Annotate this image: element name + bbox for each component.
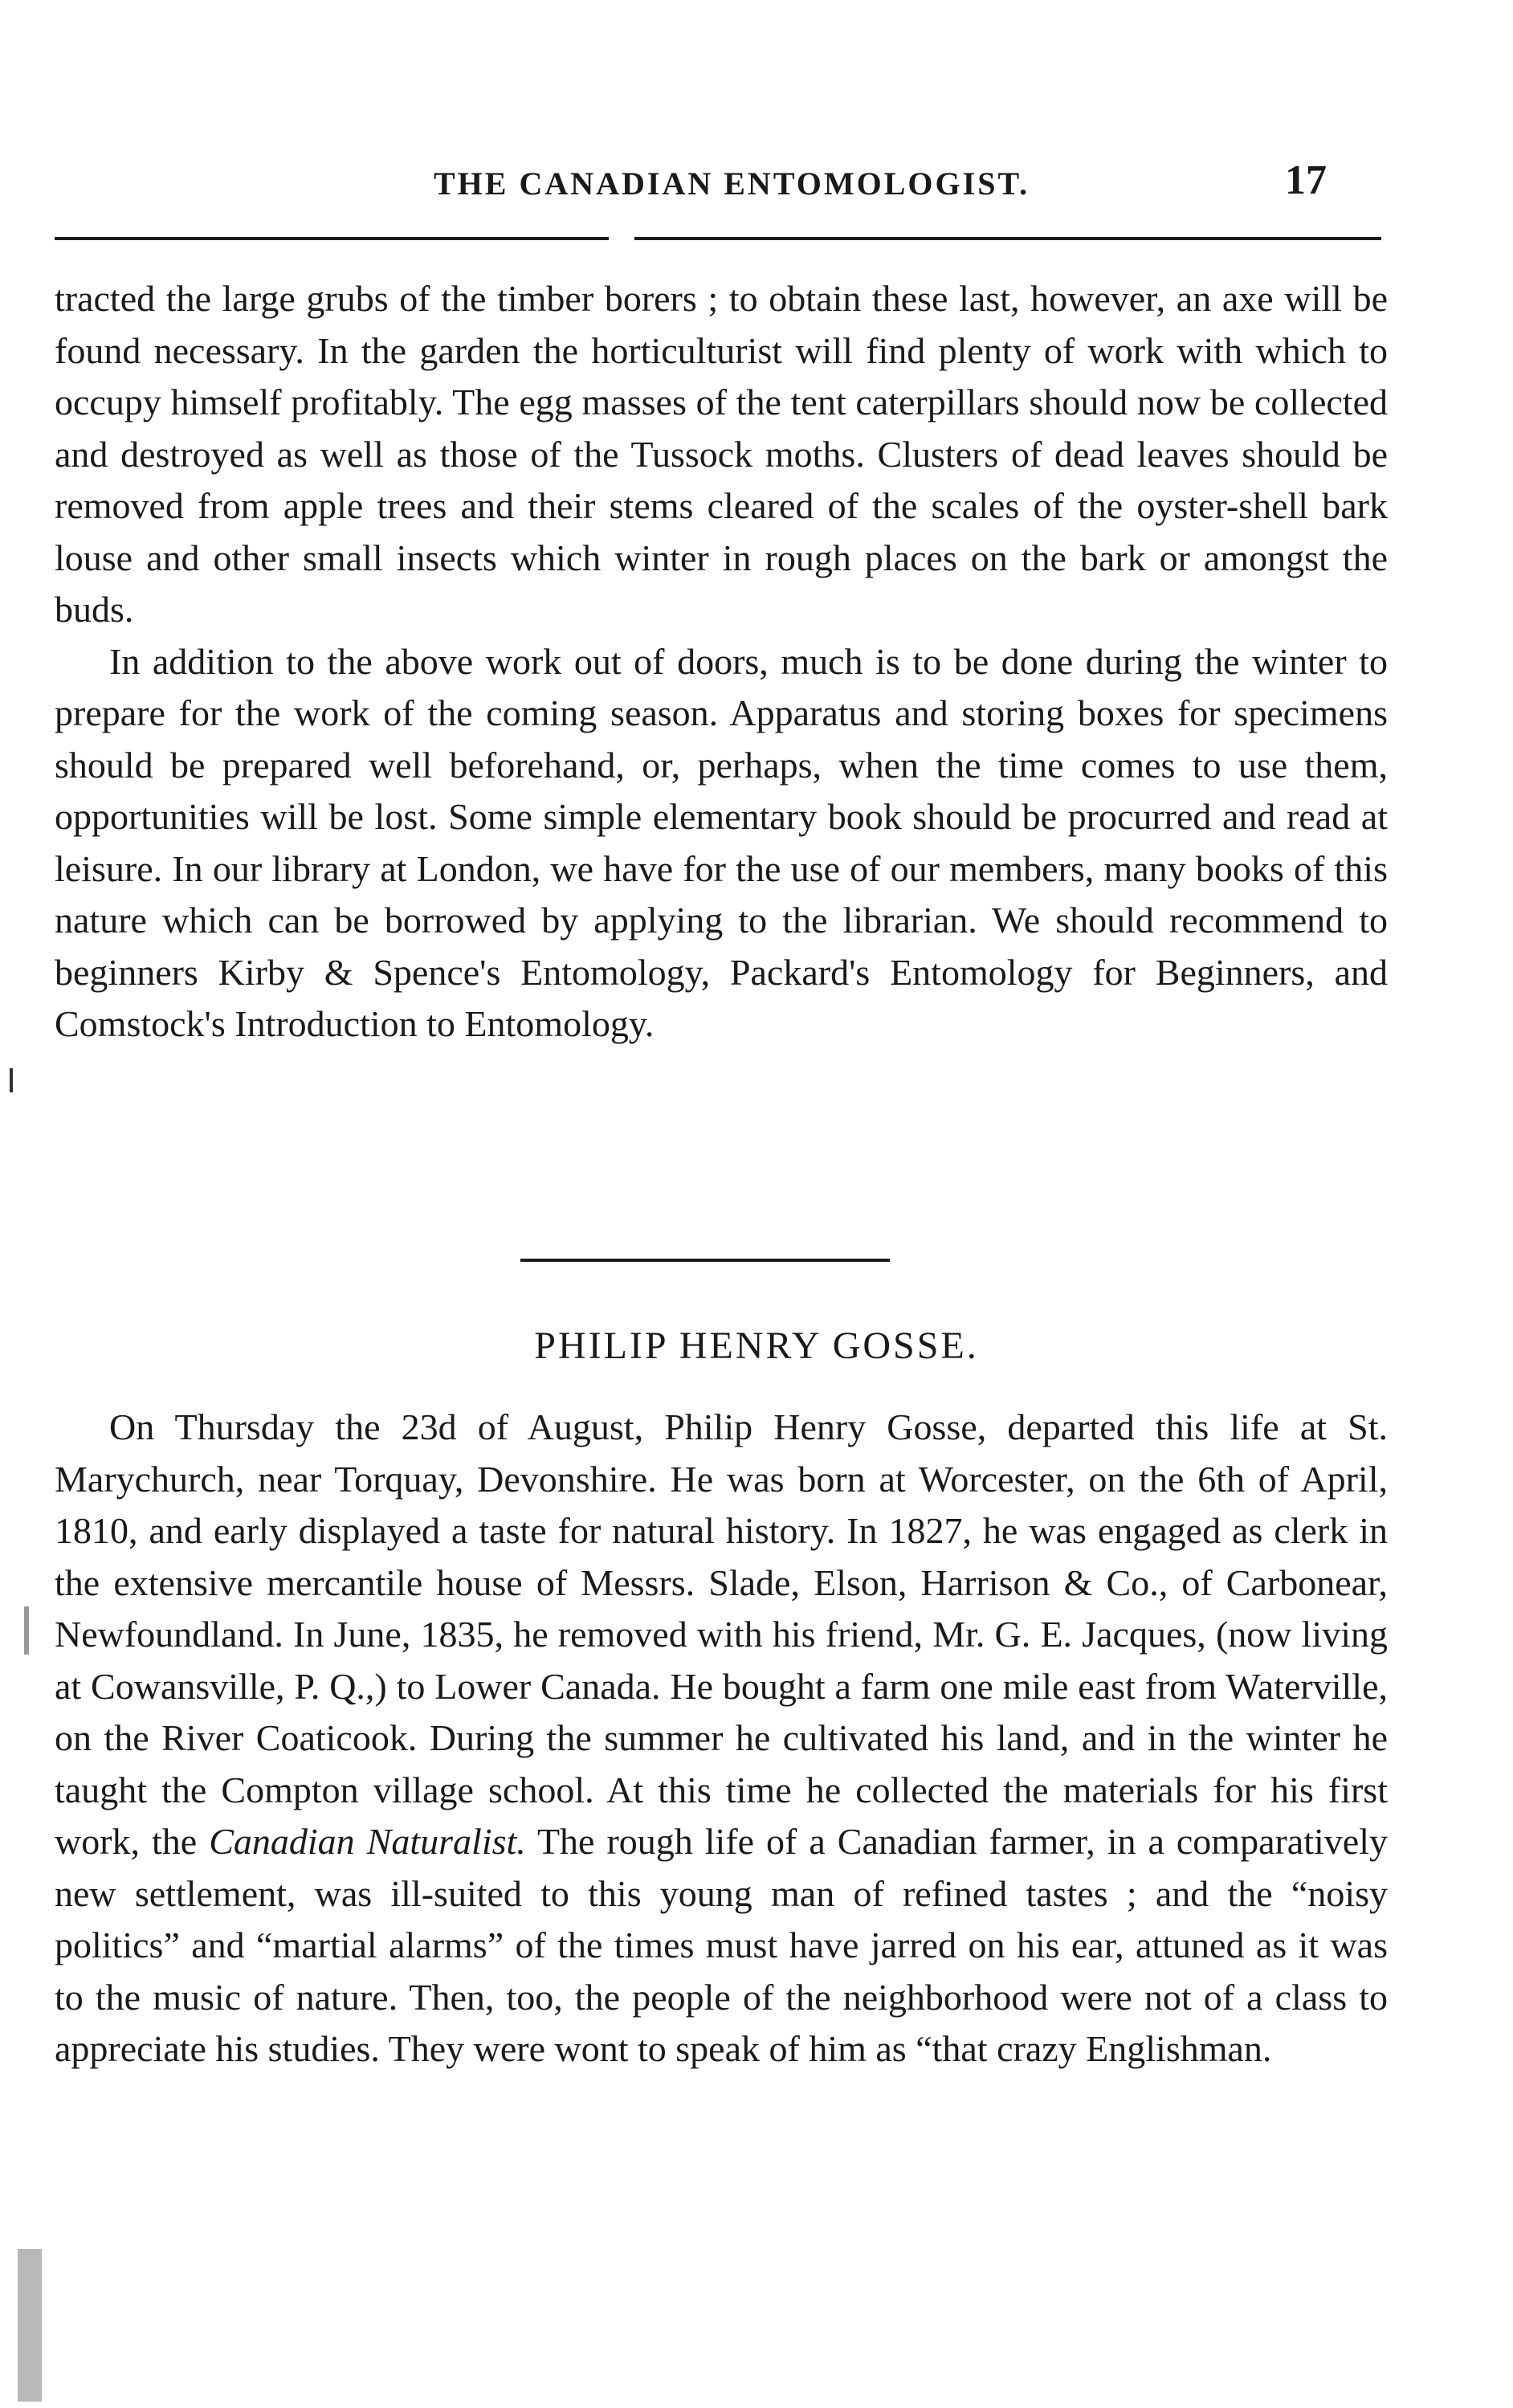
continued-text	[55, 273, 1388, 1051]
scan-margin-speck	[10, 1068, 13, 1092]
running-head	[0, 157, 1513, 213]
section-divider	[520, 1259, 890, 1262]
article-text-part: On Thursday the 23d of August, Philip Henry Gosse, departed this life at St. Marychurch, near Torquay, Devonshire. He was born at Worcester, on the 6th of April, 1810, and early displayed a taste for natural history. In 1827, he was engaged as clerk in the extensive mercantile house of Messrs. Slade, Elson, Harrison & Co., of Carbonear, Newfoundland. In June, 1835, he removed with his friend, Mr. G. E. Jacques, (now living at Cowansville, P. Q.,) to Lower Canada. He bought a farm one mile east from Waterville, on the River Coaticook. During the summer he cultivated his land, and in the winter he taught the Compton village school. At this time he collected the materials for his first work, the	[55, 1406, 1388, 1862]
article-title: PHILIP HENRY GOSSE.	[534, 1324, 979, 1367]
continued-paragraph: In addition to the above work out of doors, much is to be done during the winter to prepare for the work of the coming season. Apparatus and storing boxes for specimens should be prepared well beforehand, or, perhaps, when the time comes to use them, opportunities will be lost. Some simple elementary book should be procurred and read at leisure. In our library at London, we have for the use of our members, many books of this nature which can be borrowed by applying to the librarian. We should recommend to beginners Kirby & Spence's Entomology, Packard's Entomology for Beginners, and Comstock's Introduction to Entomology.	[55, 640, 1388, 1044]
scan-margin-speck	[18, 2249, 42, 2402]
scan-margin-speck	[24, 1606, 29, 1655]
article-text-part: The rough life of a Canadian farmer, in a comparatively new settlement, was ill-suited to this young man of refined tastes ; and the “noisy politics” and “martial alarms” of the times must have jarred on his ear, attuned as it was to the music of nature. Then, too, the people of the neighborhood were not of a class to appreciate his studies. They were wont to speak of him as “that crazy Englishman.	[55, 1821, 1388, 2069]
article-paragraph	[55, 1402, 1388, 2075]
header-rule-right	[634, 237, 1381, 240]
header-rule-left	[55, 237, 609, 240]
page-number: 17	[1285, 157, 1327, 203]
work-title: Canadian Naturalist.	[209, 1821, 526, 1862]
article-body	[55, 1402, 1388, 2075]
continued-paragraph: tracted the large grubs of the timber borers ; to obtain these last, however, an axe will be found necessary. In the garden the horticulturist will find plenty of work with which to occupy himself profitably. The egg masses of the tent caterpillars should now be collected and destroyed as well as those of the Tussock moths. Clusters of dead leaves should be removed from apple trees and their stems cleared of the scales of the oyster-shell bark louse and other small insects which winter in rough places on the bark or amongst the buds.	[55, 278, 1388, 630]
journal-title: THE CANADIAN ENTOMOLOGIST.	[434, 165, 1030, 202]
